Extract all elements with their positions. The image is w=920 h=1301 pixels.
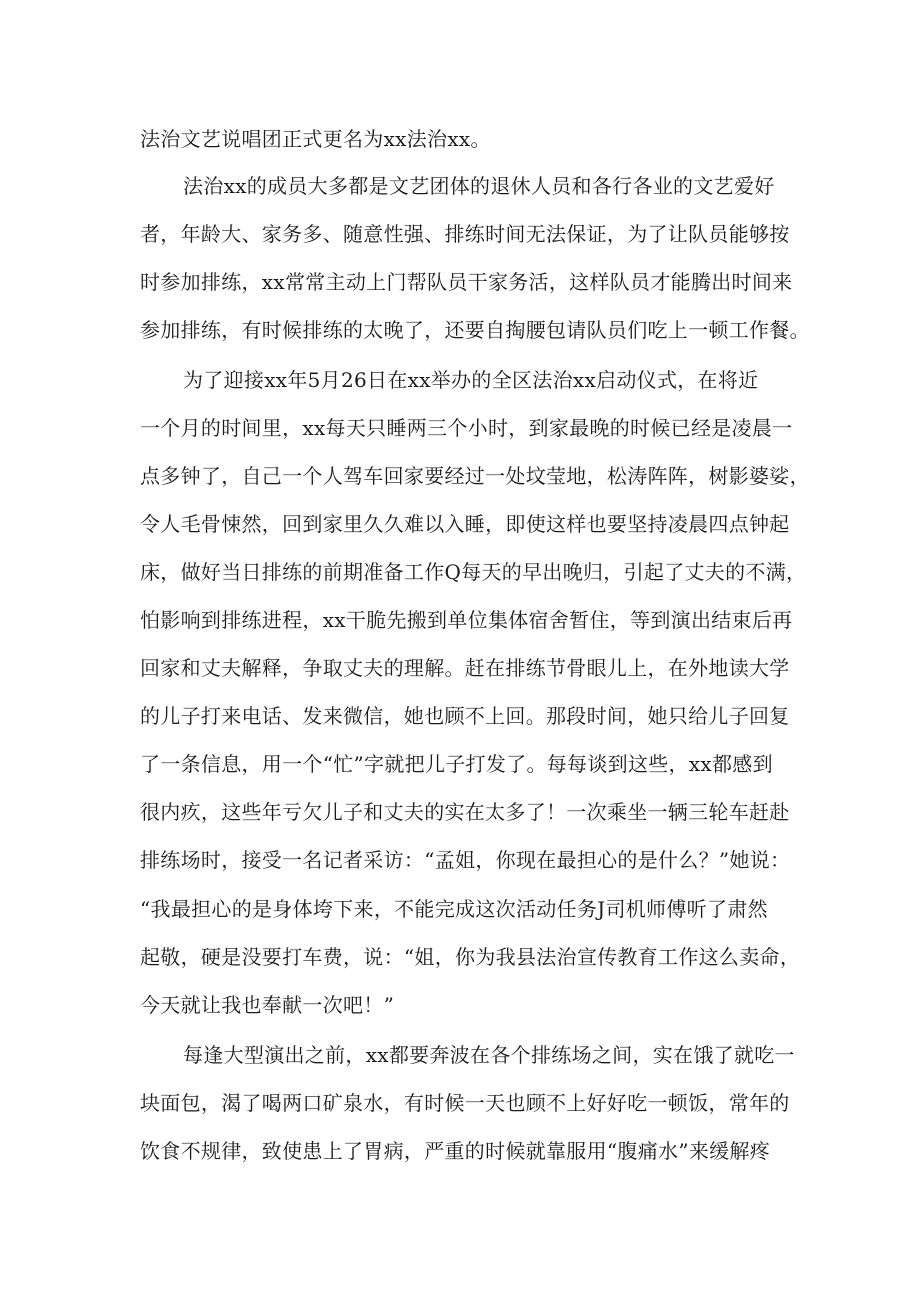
paragraph-2-line-1: 法治xx的成员大多都是文艺团体的退休人员和各行各业的文艺爱好 (183, 174, 775, 198)
paragraph-3-line-7: 回家和丈夫解释，争取丈夫的理解。赶在排练节骨眼儿上，在外地读大学 (140, 656, 790, 680)
paragraph-3-line-11: 排练场时，接受一名记者采访：“孟姐，你现在最担心的是什么？”她说： (140, 848, 791, 872)
paragraph-4-line-3: 饮食不规律，致使患上了胃病，严重的时候就靠服用“腹痛水”来缓解疼 (140, 1139, 771, 1163)
paragraph-3-line-10: 很内疚，这些年亏欠儿子和丈夫的实在太多了！一次乘坐一辆三轮车赶赴 (140, 800, 790, 824)
paragraph-3-line-3: 点多钟了，自己一个人驾车回家要经过一处坟莹地，松涛阵阵，树影婆娑， (140, 464, 810, 488)
paragraph-3-line-2: 一个月的时间里，xx每天只睡两三个小时，到家最晚的时候已经是凌晨一 (140, 416, 793, 440)
paragraph-1-line-1: 法治文艺说唱团正式更名为xx法治xx。 (140, 127, 491, 151)
paragraph-3-line-1: 为了迎接xx年5月26日在xx举办的全区法治xx启动仪式，在将近 (183, 368, 759, 392)
paragraph-3-line-9: 了一条信息，用一个“忙”字就把儿子打发了。每每谈到这些，xx都感到 (140, 752, 773, 776)
paragraph-3-line-6: 怕影响到排练进程，xx干脆先搬到单位集体宿舍暂住，等到演出结束后再 (140, 608, 793, 632)
paragraph-3-line-5: 床，做好当日排练的前期准备工作Q每天的早出晚归，引起了丈夫的不满， (140, 560, 807, 584)
paragraph-2-line-4: 参加排练，有时候排练的太晚了，还要自掏腰包请队员们吃上一顿工作餐。 (140, 318, 810, 342)
paragraph-3-line-4: 令人毛骨悚然，回到家里久久难以入睡，即使这样也要坚持凌晨四点钟起 (140, 512, 790, 536)
paragraph-4-line-2: 块面包，渴了喝两口矿泉水，有时候一天也顾不上好好吃一顿饭，常年的 (140, 1091, 790, 1115)
paragraph-3-line-8: 的儿子打来电话、发来微信，她也顾不上回。那段时间，她只给儿子回复 (140, 704, 790, 728)
paragraph-2-line-3: 时参加排练，xx常常主动上门帮队员干家务活，这样队员才能腾出时间来 (140, 270, 793, 294)
paragraph-3-line-14: 今天就让我也奉献一次吧！” (140, 993, 395, 1017)
paragraph-4-line-1: 每逢大型演出之前，xx都要奔波在各个排练场之间，实在饿了就吃一 (183, 1043, 795, 1067)
paragraph-3-line-12: “我最担心的是身体垮下来，不能完成这次活动任务J司机师傅听了肃然 (140, 897, 768, 921)
paragraph-3-line-13: 起敬，硬是没要打车费，说：“姐，你为我县法治宣传教育工作这么卖命， (140, 945, 801, 969)
paragraph-2-line-2: 者，年龄大、家务多、随意性强、排练时间无法保证，为了让队员能够按 (140, 222, 790, 246)
